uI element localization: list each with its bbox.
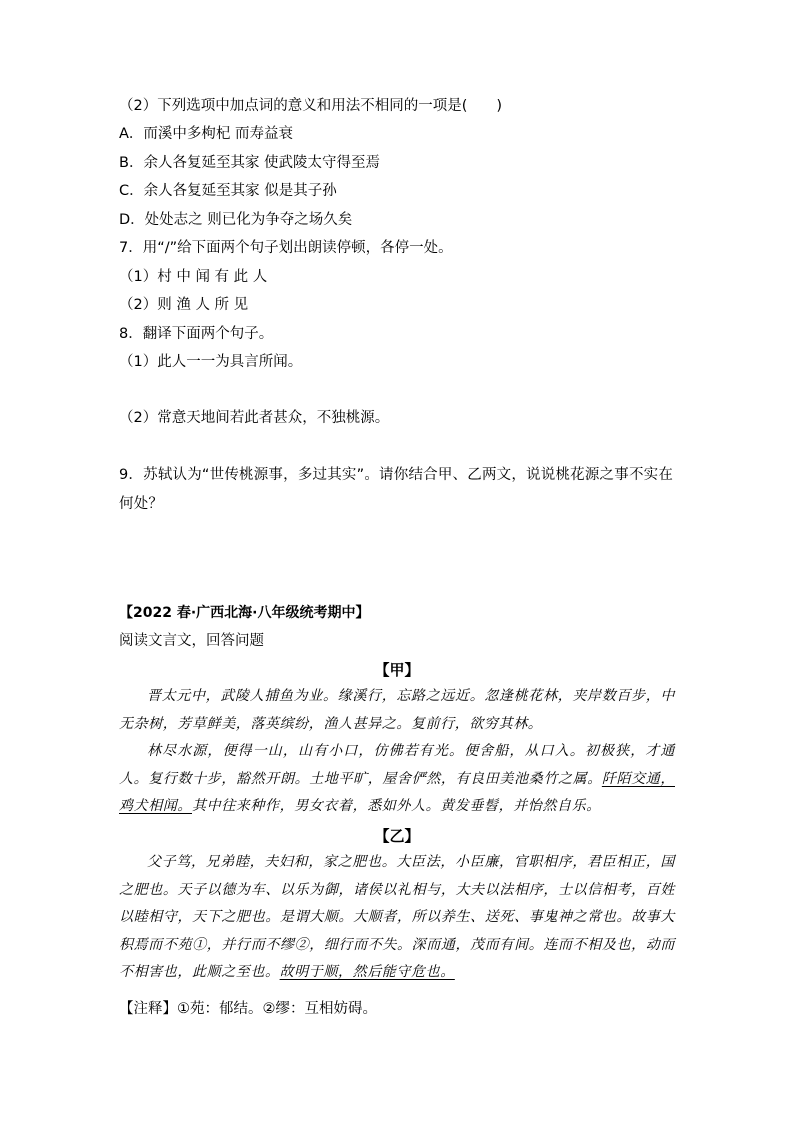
q6-2-option-c: C．余人各复延至其家 似是其子孙 bbox=[119, 183, 337, 199]
passage-jia-p2-text-end: 其中往来种作，男女衣着，悉如外人。黄发垂髫，并怡然自乐。 bbox=[192, 798, 601, 814]
annotation-note: 【注释】①苑：郁结。②缪：互相妨碍。 bbox=[119, 1001, 377, 1017]
q6-2-option-a: A．而溪中多枸杞 而寿益衰 bbox=[119, 126, 294, 142]
passage-jia-paragraph-1: 晋太元中，武陵人捕鱼为业。缘溪行，忘路之远近。忽逢桃花林，夹岸数百步，中无杂树，芳草鲜美，落英缤纷，渔人甚异之。复前行，欲穷其林。 bbox=[119, 688, 675, 732]
passage-yi-paragraph-1 bbox=[119, 849, 675, 987]
passage-jia-title: 【甲】 bbox=[374, 661, 420, 679]
section-instruction: 阅读文言文，回答问题 bbox=[119, 633, 264, 649]
q6-2-option-b: B．余人各复延至其家 使武陵太守得至焉 bbox=[119, 155, 381, 171]
q8-item-2: （2）常意天地间若此者甚众，不独桃源。 bbox=[119, 410, 390, 426]
section-source: 【2022 春·广西北海·八年级统考期中】 bbox=[119, 605, 370, 621]
passage-yi-p1-text: 父子笃，兄弟睦，夫妇和，家之肥也。大臣法，小臣廉，官职相序，君臣相正，国之肥也。天子以德为车、以乐为御，诸侯以礼相与，大夫以法相序，士以信相考，百姓以睦相守，天下之肥也。是谓大顺。大顺者，所以养生、送死、事鬼神之常也。故事大积焉而不苑①，并行而不缪②，细行而不失。深而通，茂而有间。连而不相及也，动而不相害也，此顺之至也。 bbox=[119, 854, 675, 980]
passage-jia-paragraph-2 bbox=[119, 738, 675, 821]
q8-stem: 8．翻译下面两个句子。 bbox=[119, 326, 274, 342]
q6-2-option-d: D．处处志之 则已化为争夺之场久矣 bbox=[119, 212, 353, 228]
q8-item-1: （1）此人一一为具言所闻。 bbox=[119, 354, 303, 370]
passage-jia-p2-text: 林尽水源，便得一山，山有小口，仿佛若有光。便舍船，从口入。初极狭，才通人。复行数十步，豁然开朗。土地平旷，屋舍俨然，有良田美池桑竹之属。 bbox=[119, 743, 675, 787]
passage-yi-title: 【乙】 bbox=[374, 827, 420, 845]
q7-stem: 7．用“/”给下面两个句子划出朗读停顿，各停一处。 bbox=[119, 240, 453, 256]
passage-jia-p2-underlined: 阡陌交通，鸡犬相闻。 bbox=[119, 770, 675, 814]
q7-item-1: （1）村 中 闻 有 此 人 bbox=[119, 269, 268, 285]
passage-yi-p1-underlined: 故明于顺，然后能守危也。 bbox=[279, 964, 455, 980]
q9-stem: 9．苏轼认为“世传桃源事，多过其实”。请你结合甲、乙两文，说说桃花源之事不实在何处？ bbox=[119, 467, 674, 512]
q7-item-2: （2）则 渔 人 所 见 bbox=[119, 297, 249, 313]
q6-2-stem: （2）下列选项中加点词的意义和用法不相同的一项是( ) bbox=[119, 98, 503, 114]
